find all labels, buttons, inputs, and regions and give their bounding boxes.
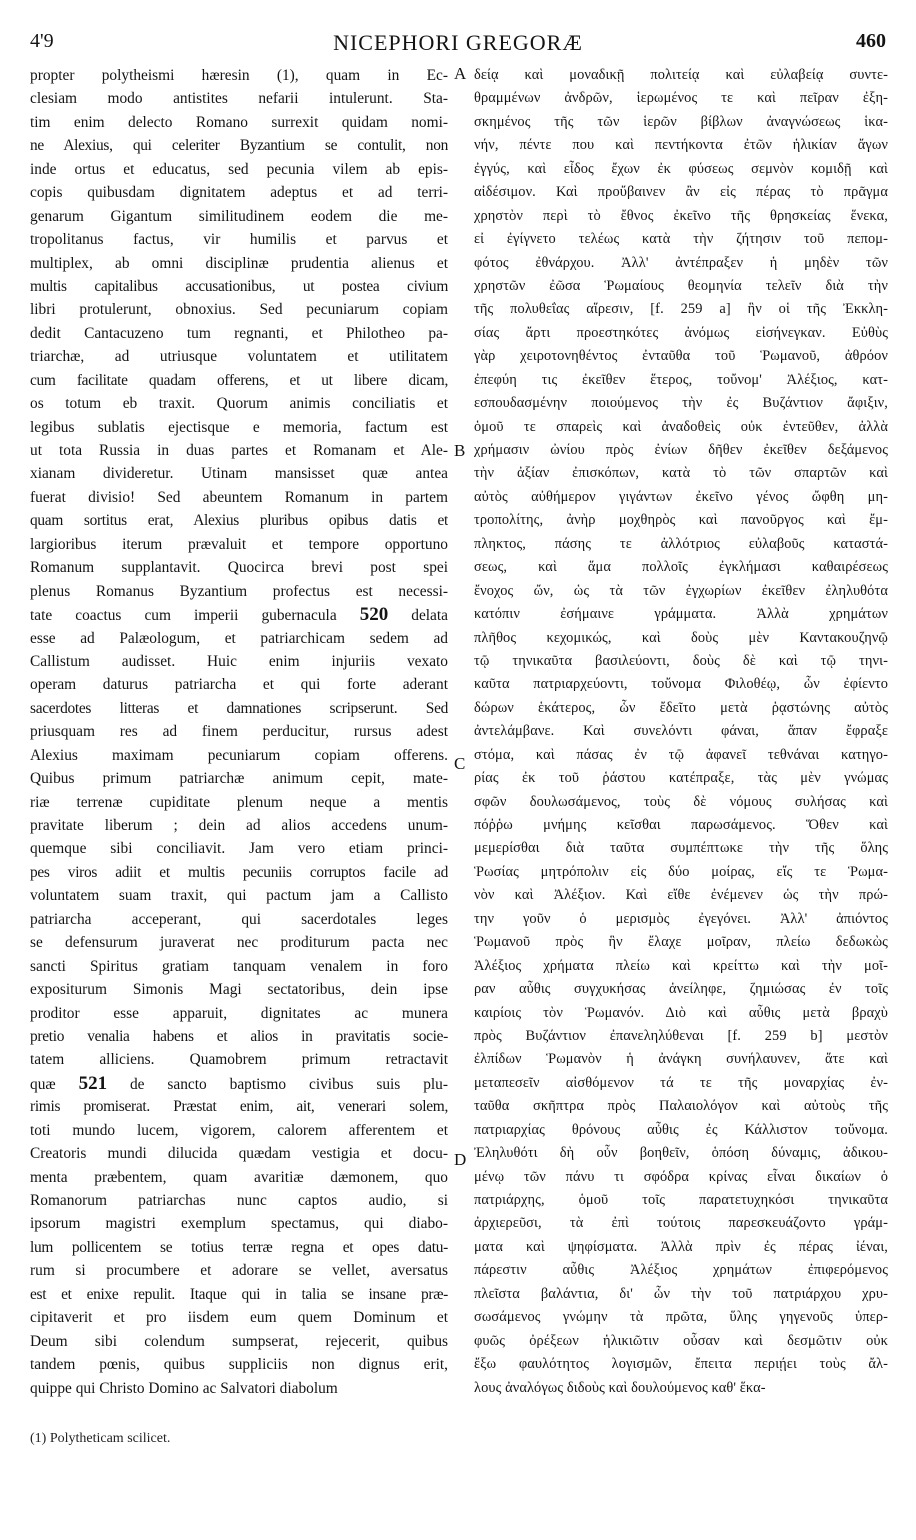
greek-text-line: τροπολίτης, ἀνὴρ μοχθηρὸς καὶ πανοῦργος καὶ ἔμ-	[474, 512, 888, 529]
running-title: NICEPHORI GREGORÆ	[333, 30, 583, 55]
greek-text-line: ματα καὶ ψηφίσματα. Ἀλλὰ πρὶν ἐς πέρας ἰέναι,	[474, 1238, 888, 1255]
greek-text-line: δείᾳ καὶ μοναδικῇ πολιτείᾳ καὶ εὐλαβείᾳ συντε-	[474, 67, 888, 83]
greek-text-line: πατριαρχίας θρόνους αὖθις ἐς Κάλλιστον τοὔνομα.	[474, 1121, 888, 1138]
latin-text-line: tate coactus cum imperii gubernacula 520 delata	[30, 604, 448, 626]
greek-text-line: φότος ἐθνάρχου. Ἀλλ' ἀντέπραξεν ἡ μηδὲν τῶν	[474, 254, 888, 271]
greek-text-line: πατριάρχης, ὁμοῦ τοῖς παρατετυχηκόσι τηνικαῦτα	[474, 1192, 888, 1208]
latin-text-line: multiplex, ab omni disciplinæ prudentia alienus et	[30, 254, 448, 272]
latin-text-line: Callistum audisset. Huic enim injuriis vexato	[30, 652, 448, 670]
greek-text-line: πόῤῥω μνήμης κεῖσθαι παρωσάμενος. Ὅθεν καὶ	[474, 817, 888, 833]
latin-text-line: Deum sibi colendum sumpserat, rejecerit, quibus	[30, 1332, 448, 1350]
greek-text-line: μεμερίσθαι διὰ ταῦτα συμπέπτωκε τὴν τῆς ὅλης	[474, 840, 888, 857]
footnote: (1) Polytheticam scilicet.	[30, 1431, 171, 1446]
latin-text-line: riæ terrenæ cupiditate plenum neque a mentis	[30, 793, 448, 811]
latin-text-line: xianam divideretur. Utinam mansisset quæ antea	[30, 465, 448, 483]
greek-text-column	[474, 64, 888, 1400]
original-page-marker: 521	[78, 1072, 108, 1094]
greek-text-line: αὐτὸς αὐθήμερον γιγάντων ἐκεῖνο γένος ὤφθη μη-	[474, 488, 888, 505]
margin-marker-c: C	[454, 754, 466, 773]
greek-text-line: δώρων ἑκάτερος, ὧν ἔδεῖτο μετὰ ῥᾳστώνης αὐτὸς	[474, 699, 888, 716]
greek-text-line: αἰδέσιμον. Καὶ προὔβαινεν ἂν εἰς πέρας τὸ πρᾶγμα	[474, 184, 888, 201]
latin-text-line: ne Alexius, qui celeriter Byzantium se contulit, non	[30, 137, 448, 155]
greek-text-line: ραν αὖθις συγχυκήσας ἀνείληφε, ζημιώσας ἐν τοῖς	[474, 981, 888, 998]
greek-text-line: τῆς πολυθεΐας αἵρεσιν, [f. 259 a] ἣν οἱ τῆς Ἐκκλη-	[474, 301, 888, 318]
greek-text-line: ἔξω φαυλότητος λογισμῶν, ἔπειτα περιῄει τοὺς ἄλ-	[474, 1356, 888, 1373]
latin-text-line: dedit Cantacuzeno tum regnanti, et Philotheo pa-	[30, 324, 448, 342]
latin-text-line: pretio venalia habens et alios in pravitatis socie-	[30, 1027, 448, 1045]
latin-text-column	[30, 64, 448, 1400]
latin-text-line: se defensurum juraverat nec proditurum pacta nec	[30, 934, 448, 952]
greek-text-line: θραμμένων ἀνδρῶν, ἱερωμένος τε καὶ πεῖραν ἐξη-	[474, 90, 888, 107]
latin-text-line: multis capitalibus accusationibus, ut postea civium	[30, 277, 448, 295]
greek-text-line: καῦτα πατριαρχεύοντι, τοὔνομα Φιλοθέῳ, ὧν ἐφίεντο	[474, 676, 888, 693]
greek-text-line: ἔνοχος ὤν, ὡς τὰ τῶν ἐγχωρίων ἐκεῖθεν ἐληλυθότα	[474, 582, 888, 599]
latin-text-line: menta præbentem, quam avaritiæ dæmonem, quo	[30, 1168, 448, 1186]
latin-text-line: lum pollicentem se totius terræ regna et opes datu-	[30, 1238, 448, 1256]
latin-text-line: propter polytheismi hæresin (1), quam in Ec-	[30, 67, 448, 84]
greek-text-line: λους ἀναλόγως διδοὺς καὶ δουλούμενος καθ' ἕκα-	[474, 1379, 766, 1396]
page-number-right: 460	[856, 30, 886, 52]
latin-text-line: pes viros adiit et multis pecuniis corruptos facile ad	[30, 863, 448, 881]
greek-text-line: σεως, καὶ ἅμα πολλοῖς ἐγκλήμασι καθαιρέσεως	[474, 559, 888, 576]
greek-text-line: ἀρχιερεῦσι, τὰ ἐπὶ τούτοις παρεσκευάζοντο γράμ-	[474, 1215, 888, 1232]
latin-text-line: cum facilitate quadam offerens, et ut libere dicam,	[30, 371, 448, 389]
latin-text-line: priusquam res ad finem perducitur, rursus adest	[30, 723, 448, 741]
latin-text-line: quippe qui Christo Domino ac Salvatori diabolum	[30, 1379, 338, 1397]
latin-text-line: rimis promiserat. Præstat enim, ait, venerari solem,	[30, 1098, 448, 1116]
latin-text-line: quemque sibi conciliavit. Jam vero etiam princi-	[30, 840, 448, 858]
greek-text-line: καιρίοις τὸν Ῥωμανόν. Διὸ καὶ αὖθις μετὰ βραχὺ	[474, 1004, 888, 1021]
latin-text-line: libri protulerunt, obnoxius. Sed pecuniarum copiam	[30, 301, 448, 319]
latin-text-line: quam sortitus erat, Alexius pluribus opibus datis et	[30, 512, 448, 530]
latin-text-line: ut tota Russia in duas partes et Romanam et Ale-	[30, 442, 448, 459]
margin-marker-b: B	[454, 441, 466, 460]
latin-text-line: sancti Spiritus gratiam tanquam venalem in foro	[30, 957, 448, 975]
latin-text-line: ipsorum magistri exemplum spectamus, qui diabo-	[30, 1215, 448, 1233]
greek-text-line: ρίας ἐκ τοῦ ῥάστου κατέπραξε, τὰς μὲν γνώμας	[474, 770, 888, 787]
greek-text-line: νὸν καὶ Ἀλέξιον. Καὶ εἴθε ἐνέμενεν ὡς τὴν πρώ-	[474, 887, 888, 904]
latin-text-line: os totum eb traxit. Quorum animis conciliatis et	[30, 395, 448, 413]
greek-text-line: νήν, πέντε που καὶ πεντήκοντα ἐτῶν ἡλικίαν ἄγων	[474, 137, 888, 154]
greek-text-line: σκημένος τῆς τῶν ἱερῶν βίβλων ἀναγνώσεως ἱκα-	[474, 113, 888, 130]
greek-text-line: ὁμοῦ τε σπαρεὶς καὶ ἀναδοθεὶς οὐκ ἐντεῦθεν, ἀλλὰ	[474, 418, 888, 435]
latin-text-line: tandem pœnis, quibus suppliciis non dignus erit,	[30, 1356, 448, 1374]
latin-text-line: expositurum Simonis Magi sectatoribus, dein ipse	[30, 981, 448, 999]
latin-text-line: clesiam modo antistites nefarii intulerunt. Sta-	[30, 90, 448, 108]
greek-text-line: Ῥωμανοῦ πρὸς ἣν ἔλαχε μοῖραν, πλείω δεδωκὼς	[474, 934, 888, 951]
latin-text-line: plenus Romanus Byzantium profectus est necessi-	[30, 582, 448, 600]
greek-text-line: πληκτος, πάσης τε ἀλλότριος εὐλαβοῦς καταστά-	[474, 535, 888, 552]
latin-text-line: legibus sublatis ejectisque e memoria, factum est	[30, 418, 448, 436]
greek-text-line: Ἀλέξιος χρήματα πλείω καὶ κρείττω καὶ τὴν μοῖ-	[474, 957, 888, 974]
latin-text-line: largioribus iterum prævaluit et tempore opportuno	[30, 535, 448, 553]
latin-text-line: inde ortus et educatus, sed pecunia vilem ab epis-	[30, 160, 448, 178]
latin-text-line: fuerat divisio! Sed abeuntem Romanum in partem	[30, 488, 448, 506]
greek-text-line: σωσάμενος γνώμην τὰ πρῶτα, ὕλης γηγενοῦς ὑπερ-	[474, 1309, 888, 1326]
greek-text-line: πλεῖστα βαλάντια, δι' ὧν τὴν τοῦ πατριάρχου χρυ-	[474, 1285, 888, 1302]
latin-text-line: triarchæ, ad utriusque voluntatem et utilitatem	[30, 348, 448, 366]
page-header	[30, 30, 886, 60]
greek-text-line: γὰρ χειροτονηθέντος ἐνταῦθα τοῦ Ῥωμανοῦ, ἀθρόον	[474, 348, 888, 365]
greek-text-line: την γοῦν ὁ μερισμὸς ἐγεγόνει. Ἀλλ' ἀπιόντος	[474, 910, 888, 927]
greek-text-line: πάρεστιν αὖθις Ἀλέξιος χρημάτων ἐπιφερόμενος	[474, 1262, 888, 1279]
greek-text-line: εἰ ἐγίγνετο τελέως κατὰ τὴν ζήτησιν τοῦ πεπομ-	[474, 231, 888, 248]
greek-text-line: ἀντελάμβανε. Καὶ συνελόντι φάναι, ἅπαν ἔφραξε	[474, 723, 888, 740]
latin-text-line: copis quibusdam dignitatem adeptus et ad terri-	[30, 184, 448, 202]
latin-text-line: proditor esse apparuit, dignitates ac munera	[30, 1004, 448, 1022]
greek-text-line: ἐγγύς, καὶ εἶδος ἔχων ἐκ φύσεως σεμνὸν κομιδῇ καὶ	[474, 160, 888, 177]
greek-text-line: στόμα, καὶ πάσας ἐν τῷ ἀφανεῖ τεθνάναι κατηγο-	[474, 746, 888, 763]
latin-text-line: pravitate liberum ; dein ad alios accedens unum-	[30, 817, 448, 834]
greek-text-line: φυῶς ὀρέξεων ἡλικιῶτιν οὖσαν καὶ δεσμῶτιν οὐκ	[474, 1332, 888, 1349]
latin-text-line: est et enixe repulit. Itaque qui in talia se insane præ-	[30, 1285, 448, 1303]
greek-text-line: ἐλπίδων Ῥωμανὸν ἡ ἀνάγκη συνήλαυνεν, ἅτε καὶ	[474, 1051, 888, 1068]
latin-text-line: Quibus primum patriarchæ animum cepit, mate-	[30, 770, 448, 788]
latin-text-line: toti mundo lucem, vigorem, calorem afferentem et	[30, 1121, 448, 1139]
greek-text-line: σφῶν δουλωσάμενος, τοὺς δὲ νόμους συλήσας καὶ	[474, 793, 888, 810]
greek-text-line: μεταπεσεῖν αἰσθόμενον τά τε τῆς μοναρχίας ἐν-	[474, 1074, 888, 1091]
greek-text-line: χρηστῶν ἐῶσα Ῥωμαίους θεομηνία τελεῖν διὰ τὴν	[474, 277, 888, 294]
latin-text-line: tim enim delecto Romano surrexit quidam nomi-	[30, 113, 448, 131]
margin-marker-a: A	[454, 64, 467, 83]
greek-text-line: χρήμασιν ὠνίου πρὸς ἐνίων δῆθεν ἐκεῖθεν δεξάμενος	[474, 442, 888, 458]
greek-text-line: Ῥωσίας μητρόπολιν εἰς δύο μοίρας, εἴς τε Ῥωμα-	[474, 863, 888, 880]
greek-text-line: πρὸς Βυζάντιον ἐπανεληλύθεναι [f. 259 b] μεστὸν	[474, 1027, 888, 1044]
greek-text-line: εσπουδασμένην ποιούμενος τὴν ἐς Βυζάντιον ἄφιξιν,	[474, 395, 888, 412]
latin-text-line: genarum Gigantum similitudinem eodem die me-	[30, 207, 448, 225]
greek-text-line: τὴν ἀξίαν ἐπισκόπων, κατὰ τὸ τῶν σπαρτῶν καὶ	[474, 465, 888, 482]
greek-text-line: ἐπεφύη τις ἐκεῖθεν ἕτερος, τοὔνομ' Ἀλέξιος, κατ-	[474, 371, 888, 388]
latin-text-line: tropolitanus factus, vir humilis et parvus et	[30, 231, 448, 249]
latin-text-line: Romanum supplantavit. Quocirca brevi post spei	[30, 559, 448, 577]
latin-text-line: tatem alliciens. Quamobrem primum retractavit	[30, 1051, 448, 1069]
latin-text-line: cipitaverit et pro iisdem eum quem Dominum et	[30, 1309, 448, 1327]
latin-text-line: operam daturus patriarcha et qui forte aderant	[30, 676, 448, 694]
page-number-left: 4'9	[30, 30, 54, 52]
latin-text-line: Romanorum patriarchas nunc captos audio, si	[30, 1192, 448, 1209]
greek-text-line: τῷ τηνικαῦτα βασιλεύοντι, δοὺς δὲ καὶ τῷ τηνι-	[474, 652, 888, 669]
greek-text-line: κατόπιν ἐσήμαινε γράμματα. Ἀλλὰ χρημάτων	[474, 606, 888, 623]
greek-text-line: χρηστὸν περὶ τὸ ἔθνος ἐκεῖνο τῆς θρησκείας ἕνεκα,	[474, 207, 888, 224]
greek-text-line: πλῆθος κεχομικώς, καὶ δοὺς μὲν Καντακουζηνῷ	[474, 629, 888, 646]
original-page-marker: 520	[359, 604, 389, 626]
margin-marker-d: D	[454, 1150, 467, 1169]
latin-text-line: esse ad Palæologum, et patriarchicam sedem ad	[30, 629, 448, 647]
latin-text-line: voluntatem suam traxit, qui pactum jam a Callisto	[30, 887, 448, 905]
latin-text-line: patriarcha acceperant, qui sacerdotales leges	[30, 910, 448, 928]
latin-text-line: rum si procumbere et adorare se vellet, aversatus	[30, 1262, 448, 1280]
greek-text-line: σίας ἄρτι προεστηκότες ἀνόμως εἰσήνεγκαν. Εὐθὺς	[474, 324, 888, 341]
greek-text-line: Ἐληλυθότι δὴ οὖν βοηθεῖν, ὁπόση δύναμις, ἀδικου-	[474, 1145, 888, 1162]
latin-text-line: Alexius maximam pecuniarum copiam offerens.	[30, 746, 448, 764]
greek-text-line: μένῳ τῶν πάνυ τι σφόδρα κρίνας εἶναι δικαίων ὁ	[474, 1168, 888, 1185]
latin-text-line: Creatoris mundi dilucida quædam vestigia et docu-	[30, 1145, 448, 1163]
latin-text-line: quæ 521 de sancto baptismo civibus suis plu-	[30, 1072, 448, 1094]
greek-text-line: ταῦθα σκῆπτρα πρὸς Παλαιολόγον καὶ αὐτοὺς τῆς	[474, 1098, 888, 1115]
latin-text-line: sacerdotes litteras et damnationes scripserunt. Sed	[30, 699, 448, 717]
